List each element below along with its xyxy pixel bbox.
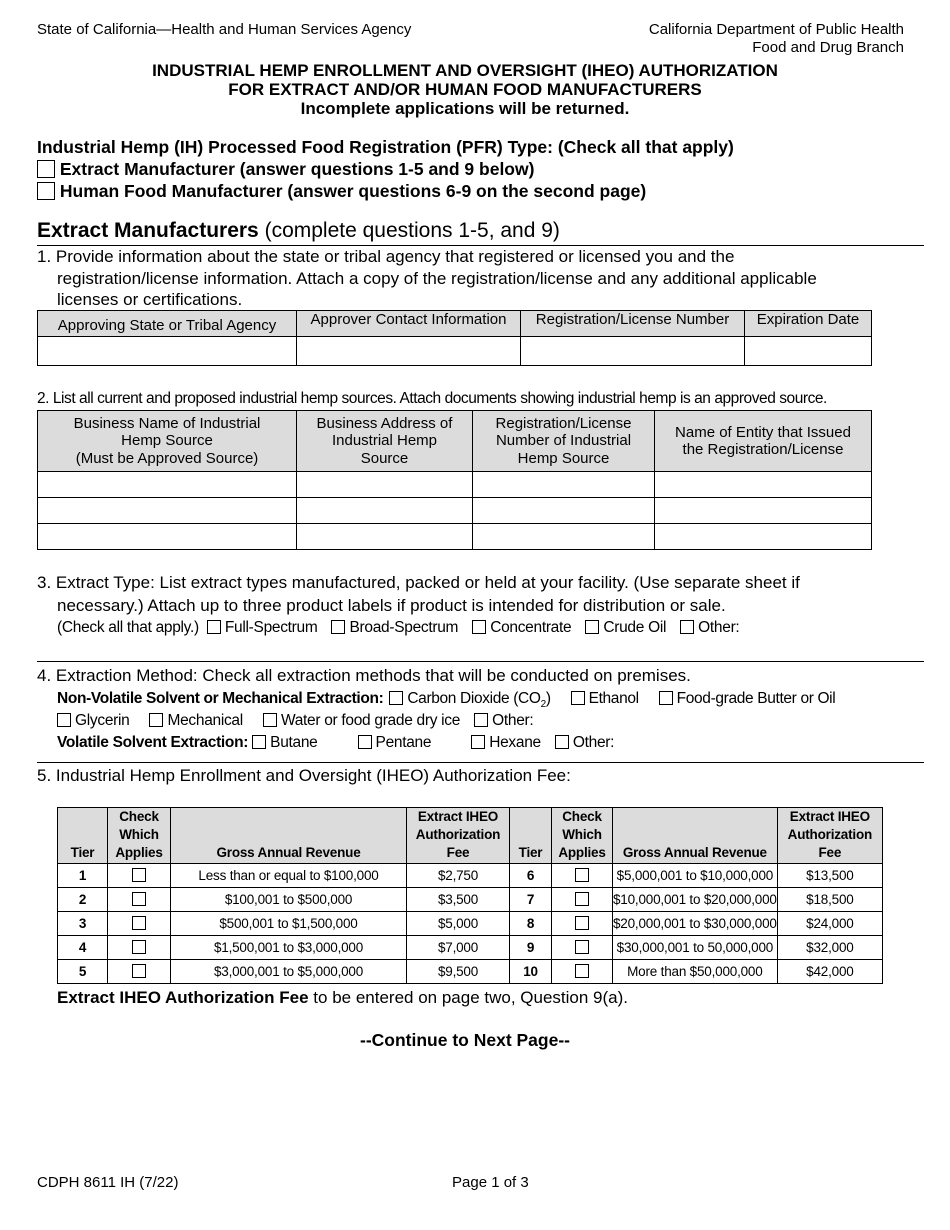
tier-5-revenue: $3,000,001 to $5,000,000 xyxy=(171,960,407,984)
table-row xyxy=(58,864,883,888)
q3-options-row xyxy=(57,619,739,637)
tier-7-checkbox[interactable] xyxy=(575,892,589,906)
title-line1: INDUSTRIAL HEMP ENROLLMENT AND OVERSIGHT (IHEO) AUTHORIZATION xyxy=(152,61,778,80)
tier-4: 4 xyxy=(58,936,108,960)
title-line2: FOR EXTRACT AND/OR HUMAN FOOD MANUFACTURERS xyxy=(228,80,702,99)
tier-2-checkbox[interactable] xyxy=(132,892,146,906)
crude-oil-checkbox[interactable] xyxy=(585,620,599,634)
food-grade-butter-checkbox[interactable] xyxy=(659,691,673,705)
q2-h2-l2: Industrial Hemp xyxy=(331,432,438,450)
butane-label: Butane xyxy=(270,734,318,751)
q3-line1: 3. Extract Type: List extract types manufactured, packed or held at your facility. (Use separate sheet if xyxy=(37,573,800,592)
q5-line1: 5. Industrial Hemp Enrollment and Oversight (IHEO) Authorization Fee: xyxy=(37,766,571,785)
other-volatile-label: Other: xyxy=(572,734,615,751)
fee-table xyxy=(57,807,883,984)
mechanical-label: Mechanical xyxy=(167,712,243,729)
q2-h3-l1: Registration/License xyxy=(495,414,632,432)
tier-5: 5 xyxy=(58,960,108,984)
q2-row3-license[interactable] xyxy=(473,524,655,550)
q1-line3: licenses or certifications. xyxy=(57,290,243,309)
co2-label xyxy=(407,690,551,711)
nonvolatile-label: Non-Volatile Solvent or Mechanical Extraction: xyxy=(57,690,384,707)
tier-6-checkbox[interactable] xyxy=(575,868,589,882)
volatile-label: Volatile Solvent Extraction: xyxy=(57,734,249,751)
q2-h3-l2: Number of Industrial xyxy=(495,432,632,450)
continue-text: --Continue to Next Page-- xyxy=(360,1030,570,1050)
form-title xyxy=(0,61,930,118)
other-extract-checkbox[interactable] xyxy=(680,620,694,634)
q2-row3-name[interactable] xyxy=(38,524,297,550)
pfr-type-heading: Industrial Hemp (IH) Processed Food Registration (PFR) Type: (Check all that apply) xyxy=(37,137,734,157)
table-row xyxy=(38,524,872,550)
q1-line2: registration/license information. Attach a copy of the registration/license and any additional applicable xyxy=(57,269,817,288)
concentrate-checkbox[interactable] xyxy=(472,620,486,634)
full-spectrum-checkbox[interactable] xyxy=(207,620,221,634)
fee-a-l1: Extract IHEO xyxy=(417,809,499,824)
q3-line2: necessary.) Attach up to three product labels if product is intended for distribution or sale. xyxy=(57,596,726,615)
table-row xyxy=(38,498,872,524)
tier-9-checkbox[interactable] xyxy=(575,940,589,954)
q1-expiration-field[interactable] xyxy=(745,337,872,366)
table-row xyxy=(58,960,883,984)
tier-9-revenue: $30,000,001 to 50,000,000 xyxy=(613,936,778,960)
fee-col-revenue-b: Gross Annual Revenue xyxy=(613,808,778,864)
tier-7: 7 xyxy=(510,888,552,912)
q2-h4-l2: the Registration/License xyxy=(682,441,844,458)
tier-9-check-cell[interactable] xyxy=(552,936,613,960)
check-b-l2: Which xyxy=(562,827,602,842)
tier-4-revenue: $1,500,001 to $3,000,000 xyxy=(171,936,407,960)
fee-col-fee-b xyxy=(777,808,882,864)
tier-1: 1 xyxy=(58,864,108,888)
tier-3-revenue: $500,001 to $1,500,000 xyxy=(171,912,407,936)
tier-10-revenue: More than $50,000,000 xyxy=(613,960,778,984)
tier-3: 3 xyxy=(58,912,108,936)
other-nonvolatile-checkbox[interactable] xyxy=(474,713,488,727)
tier-3-check-cell[interactable] xyxy=(108,912,171,936)
check-b-l1: Check xyxy=(562,809,602,824)
tier-10: 10 xyxy=(510,960,552,984)
tier-8-revenue: $20,000,001 to $30,000,000 xyxy=(613,912,778,936)
ethanol-label: Ethanol xyxy=(588,690,639,707)
hexane-checkbox[interactable] xyxy=(471,735,485,749)
q2-row3-address[interactable] xyxy=(297,524,473,550)
q2-header-issuing-entity xyxy=(655,411,872,472)
q2-h1-l1: Business Name of Industrial xyxy=(73,414,261,432)
option-extract-manufacturer[interactable] xyxy=(37,159,534,180)
fee-note xyxy=(57,987,628,1009)
tier-1-fee: $2,750 xyxy=(407,864,510,888)
option-human-food-manufacturer[interactable] xyxy=(37,181,646,202)
q2-text: 2. List all current and proposed industrial hemp sources. Attach documents showing industrial hemp is an approved source. xyxy=(37,390,827,407)
agency-right-line1: California Department of Public Health xyxy=(648,21,904,38)
q1-line1: 1. Provide information about the state or tribal agency that registered or licensed you and the xyxy=(37,247,735,266)
tier-7-revenue: $10,000,001 to $20,000,000 xyxy=(613,888,778,912)
mechanical-checkbox[interactable] xyxy=(149,713,163,727)
q3-divider xyxy=(37,661,924,662)
pentane-label: Pentane xyxy=(375,734,432,751)
tier-4-check-cell[interactable] xyxy=(108,936,171,960)
q2-row1-address[interactable] xyxy=(297,472,473,498)
butane-checkbox[interactable] xyxy=(252,735,266,749)
check-b-l3: Applies xyxy=(558,845,606,860)
tier-10-fee: $42,000 xyxy=(777,960,882,984)
other-extract-label: Other: xyxy=(698,619,740,636)
tier-10-checkbox[interactable] xyxy=(575,964,589,978)
section-heading xyxy=(37,219,560,243)
tier-7-fee: $18,500 xyxy=(777,888,882,912)
q2-sources-table xyxy=(37,410,872,550)
pentane-checkbox[interactable] xyxy=(358,735,372,749)
table-row xyxy=(58,912,883,936)
other-volatile-checkbox[interactable] xyxy=(555,735,569,749)
q1-header-agency: Approving State or Tribal Agency xyxy=(38,311,297,337)
q1-header-contact: Approver Contact Information xyxy=(297,311,521,337)
q2-h2-l3: Source xyxy=(360,449,409,467)
human-food-manufacturer-checkbox[interactable] xyxy=(37,182,55,200)
tier-6-check-cell[interactable] xyxy=(552,864,613,888)
q4-line1: 4. Extraction Method: Check all extraction methods that will be conducted on premises. xyxy=(37,666,691,685)
table-row xyxy=(58,888,883,912)
q2-h4-l1: Name of Entity that Issued xyxy=(675,423,851,441)
q4-volatile-row xyxy=(57,734,614,752)
extract-manufacturer-label: Extract Manufacturer (answer questions 1-5 and 9 below) xyxy=(59,159,535,179)
tier-6-revenue: $5,000,001 to $10,000,000 xyxy=(613,864,778,888)
q2-row2-address[interactable] xyxy=(297,498,473,524)
check-a-l2: Which xyxy=(119,827,159,842)
extract-manufacturer-checkbox[interactable] xyxy=(37,160,55,178)
q2-row2-entity[interactable] xyxy=(655,498,872,524)
co2-prefix: Carbon Dioxide (CO xyxy=(407,690,541,707)
tier-10-check-cell[interactable] xyxy=(552,960,613,984)
q2-h3-l3: Hemp Source xyxy=(517,449,610,467)
water-dry-ice-checkbox[interactable] xyxy=(263,713,277,727)
tier-8-check-cell[interactable] xyxy=(552,912,613,936)
q3-check-all-label: (Check all that apply.) xyxy=(57,619,199,636)
q4-nonvolatile-row2 xyxy=(57,712,533,730)
tier-9-fee: $32,000 xyxy=(777,936,882,960)
fee-b-l3: Fee xyxy=(818,845,842,860)
q4-nonvolatile-row1 xyxy=(57,690,835,710)
q2-header-business-name xyxy=(38,411,297,472)
glycerin-label: Glycerin xyxy=(75,712,130,729)
q2-header-business-address xyxy=(297,411,473,472)
tier-1-revenue: Less than or equal to $100,000 xyxy=(171,864,407,888)
human-food-manufacturer-label: Human Food Manufacturer (answer questions 6-9 on the second page) xyxy=(59,181,647,201)
q1-header-license: Registration/License Number xyxy=(521,311,745,337)
form-id: CDPH 8611 IH (7/22) xyxy=(37,1174,179,1191)
water-dry-ice-label: Water or food grade dry ice xyxy=(280,712,461,729)
title-line3: Incomplete applications will be returned. xyxy=(300,99,630,118)
glycerin-checkbox[interactable] xyxy=(57,713,71,727)
tier-6: 6 xyxy=(510,864,552,888)
tier-2-check-cell[interactable] xyxy=(108,888,171,912)
section-subtitle: (complete questions 1-5, and 9) xyxy=(258,219,560,242)
co2-checkbox[interactable] xyxy=(389,691,403,705)
tier-8-checkbox[interactable] xyxy=(575,916,589,930)
tier-5-checkbox[interactable] xyxy=(132,964,146,978)
q2-h2-l1: Business Address of xyxy=(316,414,453,432)
fee-note-bold: Extract IHEO Authorization Fee xyxy=(57,988,309,1007)
co2-subscript: 2 xyxy=(540,699,546,711)
tier-9: 9 xyxy=(510,936,552,960)
tier-2-fee: $3,500 xyxy=(407,888,510,912)
fee-a-l3: Fee xyxy=(446,845,470,860)
broad-spectrum-checkbox[interactable] xyxy=(331,620,345,634)
hexane-label: Hexane xyxy=(489,734,541,751)
agency-left: State of California—Health and Human Services Agency xyxy=(37,21,412,38)
fee-a-l2: Authorization xyxy=(415,827,501,842)
q2-h1-l2: Hemp Source xyxy=(121,432,213,450)
q2-row2-name[interactable] xyxy=(38,498,297,524)
q1-agency-field[interactable] xyxy=(38,337,297,366)
fee-col-tier-b: Tier xyxy=(510,808,552,864)
check-a-l1: Check xyxy=(119,809,159,824)
q1-agency-table xyxy=(37,310,872,366)
fee-b-l1: Extract IHEO xyxy=(789,809,870,824)
fee-col-fee-a xyxy=(407,808,510,864)
q1-license-field[interactable] xyxy=(521,337,745,366)
tier-5-fee: $9,500 xyxy=(407,960,510,984)
q2-row2-license[interactable] xyxy=(473,498,655,524)
fee-col-tier-a: Tier xyxy=(58,808,108,864)
concentrate-label: Concentrate xyxy=(490,619,572,636)
q2-h1-l3: (Must be Approved Source) xyxy=(75,449,259,467)
page-number: Page 1 of 3 xyxy=(452,1174,529,1191)
fee-note-rest: to be entered on page two, Question 9(a). xyxy=(308,988,629,1007)
tier-6-fee: $13,500 xyxy=(777,864,882,888)
table-row xyxy=(38,472,872,498)
q2-row1-license[interactable] xyxy=(473,472,655,498)
tier-5-check-cell[interactable] xyxy=(108,960,171,984)
q2-row3-entity[interactable] xyxy=(655,524,872,550)
q4-divider xyxy=(37,762,924,763)
tier-8: 8 xyxy=(510,912,552,936)
tier-8-fee: $24,000 xyxy=(777,912,882,936)
table-row xyxy=(58,936,883,960)
other-nonvolatile-label: Other: xyxy=(492,712,534,729)
tier-4-checkbox[interactable] xyxy=(132,940,146,954)
tier-7-check-cell[interactable] xyxy=(552,888,613,912)
fee-col-revenue-a: Gross Annual Revenue xyxy=(171,808,407,864)
q1-contact-field[interactable] xyxy=(297,337,521,366)
ethanol-checkbox[interactable] xyxy=(571,691,585,705)
tier-2: 2 xyxy=(58,888,108,912)
tier-2-revenue: $100,001 to $500,000 xyxy=(171,888,407,912)
q2-row1-entity[interactable] xyxy=(655,472,872,498)
fee-col-check-a xyxy=(108,808,171,864)
broad-spectrum-label: Broad-Spectrum xyxy=(349,619,459,636)
full-spectrum-label: Full-Spectrum xyxy=(224,619,318,636)
fee-col-check-b xyxy=(552,808,613,864)
q1-header-expiration: Expiration Date xyxy=(745,311,872,337)
crude-oil-label: Crude Oil xyxy=(603,619,667,636)
tier-3-checkbox[interactable] xyxy=(132,916,146,930)
fee-b-l2: Authorization xyxy=(787,827,873,842)
q2-row1-name[interactable] xyxy=(38,472,297,498)
section-title: Extract Manufacturers xyxy=(37,219,259,242)
tier-1-checkbox[interactable] xyxy=(132,868,146,882)
co2-suffix: ) xyxy=(545,690,551,707)
check-a-l3: Applies xyxy=(115,845,163,860)
tier-4-fee: $7,000 xyxy=(407,936,510,960)
tier-1-check-cell[interactable] xyxy=(108,864,171,888)
food-grade-butter-label: Food-grade Butter or Oil xyxy=(676,690,836,707)
agency-right-line2: Food and Drug Branch xyxy=(752,39,904,56)
q2-header-license-number xyxy=(473,411,655,472)
tier-3-fee: $5,000 xyxy=(407,912,510,936)
